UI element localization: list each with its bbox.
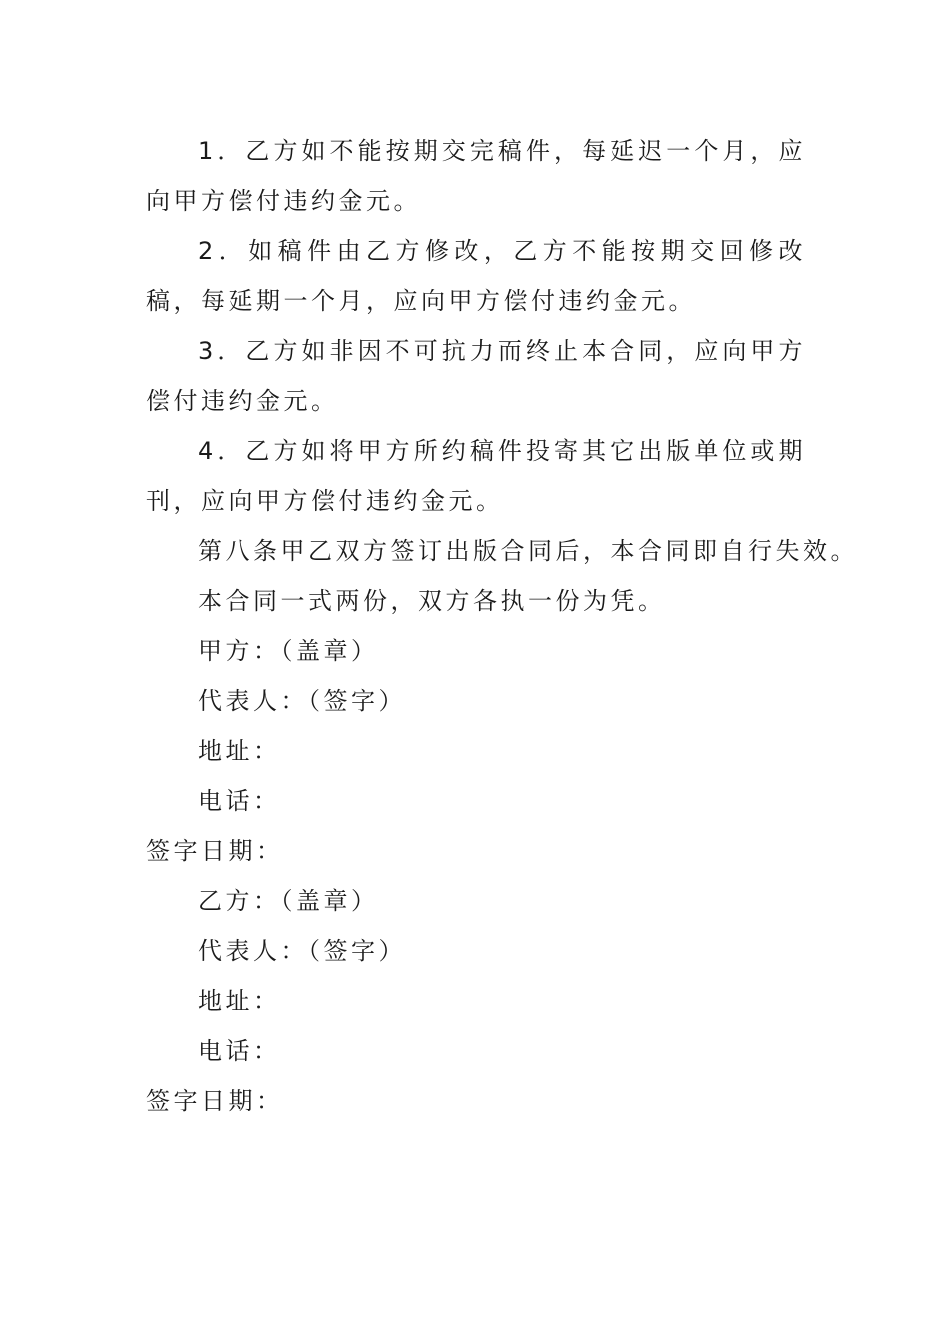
party-a-name: 甲方：（盖章） xyxy=(198,637,379,665)
clause-2: 2．如稿件由乙方修改，乙方不能按期交回修改稿，每延期一个月，应向甲方偿付违约金元。 xyxy=(146,237,806,315)
clause-1: 1．乙方如不能按期交完稿件，每延迟一个月，应向甲方偿付违约金元。 xyxy=(146,137,806,215)
party-b-signature-block xyxy=(146,876,806,1126)
copies-statement: 本合同一式两份，双方各执一份为凭。 xyxy=(198,587,666,615)
party-b-sign-date: 签字日期： xyxy=(146,1087,284,1115)
party-a-sign-date: 签字日期： xyxy=(146,837,284,865)
party-a-signature-block xyxy=(146,626,806,876)
party-a-phone: 电话： xyxy=(198,787,281,815)
party-a-address: 地址： xyxy=(198,737,281,765)
party-b-representative: 代表人：（签字） xyxy=(198,937,406,965)
article-8: 第八条甲乙双方签订出版合同后，本合同即自行失效。 xyxy=(198,537,858,565)
contract-body xyxy=(146,126,858,1126)
clause-3: 3．乙方如非因不可抗力而终止本合同，应向甲方偿付违约金元。 xyxy=(146,337,806,415)
party-b-name: 乙方：（盖章） xyxy=(198,887,379,915)
clause-4: 4．乙方如将甲方所约稿件投寄其它出版单位或期刊，应向甲方偿付违约金元。 xyxy=(146,437,806,515)
party-b-address: 地址： xyxy=(198,987,281,1015)
party-a-representative: 代表人：（签字） xyxy=(198,687,406,715)
party-b-phone: 电话： xyxy=(198,1037,281,1065)
